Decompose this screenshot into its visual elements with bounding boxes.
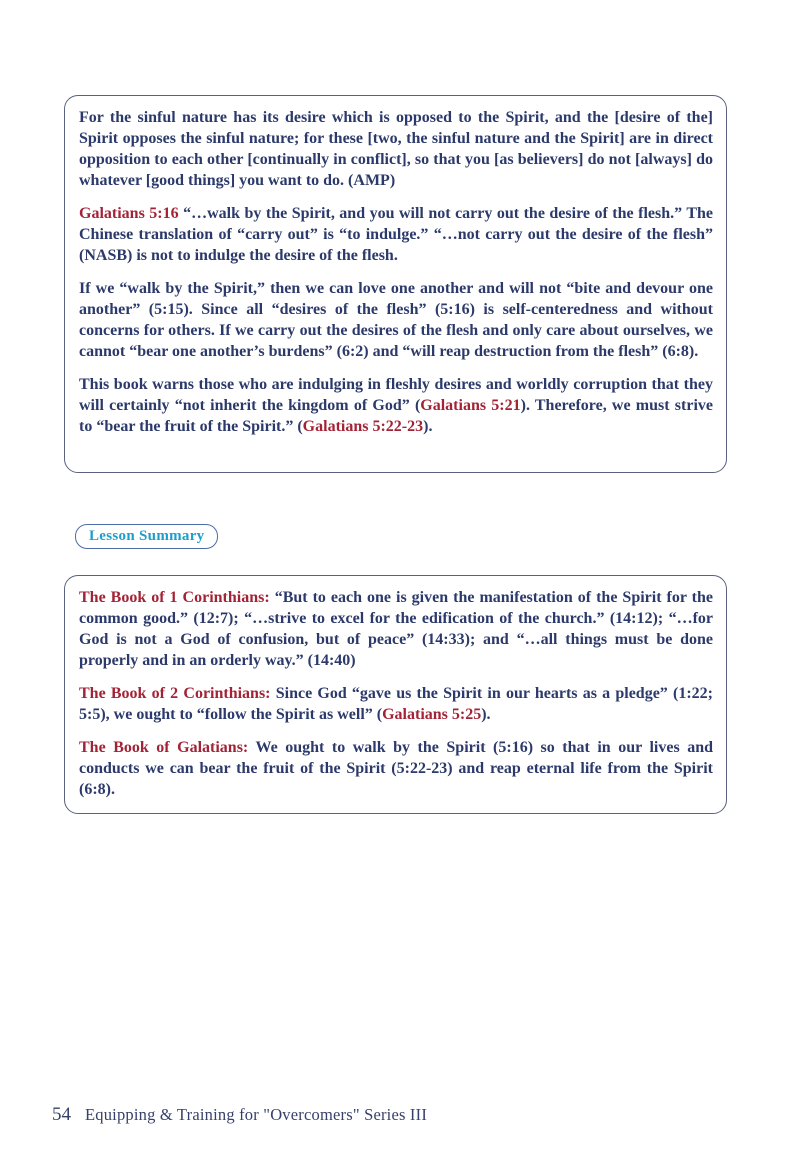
paragraph (79, 203, 713, 266)
footer-book-title: Equipping & Training for "Overcomers" Series III (85, 1105, 428, 1124)
summary-box (64, 575, 727, 814)
body-text: ). (481, 706, 491, 723)
body-text: ). Therefore, we must strive to “bear the fruit of the Spirit.” ( (79, 397, 713, 435)
paragraph (79, 278, 713, 362)
body-text: We ought to walk by the Spirit (5:16) so that in our lives and conducts we can bear the fruit of the Spirit (5:22-23) and reap eternal life from the Spirit (6:8). (79, 739, 713, 798)
scripture-reference: The Book of 2 Corinthians: (79, 685, 276, 702)
scripture-reference: The Book of 1 Corinthians: (79, 589, 275, 606)
body-text: “…walk by the Spirit, and you will not carry out the desire of the flesh.” The Chinese translation of “carry out” is “to indulge.” “…not carry out the desire of the flesh” (NASB) is not to indulge the desire of the flesh. (79, 205, 713, 264)
body-text: “But to each one is given the manifestation of the Spirit for the common good.” (12:7); “…strive to excel for the edification of the church.” (14:12); “…for God is not a God of confusion, but of peace” (14:33); and “…all things must be done properly and in an orderly way.” (14:40) (79, 589, 713, 669)
body-text: Since God “gave us the Spirit in our hearts as a pledge” (1:22; 5:5), we ought to “follow the Spirit as well” ( (79, 685, 713, 723)
footer-page-number: 54 (52, 1104, 71, 1125)
body-text: ). (423, 418, 433, 435)
lesson-summary-badge (75, 524, 218, 549)
scripture-reference: Galatians 5:21 (420, 397, 521, 414)
scripture-reference: The Book of Galatians: (79, 739, 256, 756)
body-text: This book warns those who are indulging in fleshly desires and worldly corruption that they will certainly “not inherit the kingdom of God” ( (79, 376, 713, 414)
scripture-reference: Galatians 5:25 (382, 706, 482, 723)
page-footer (52, 1104, 427, 1126)
paragraph (79, 107, 713, 191)
lesson-summary-label: Lesson Summary (89, 528, 205, 544)
paragraph (79, 587, 713, 671)
paragraph (79, 737, 713, 800)
paragraph (79, 374, 713, 437)
scripture-reference: Galatians 5:22-23 (302, 418, 424, 435)
body-text: For the sinful nature has its desire which is opposed to the Spirit, and the [desire of the] Spirit opposes the sinful nature; for these [two, the sinful nature and the Spirit] are in direct opposition to each other [continually in conflict], so that you [as believers] do not [always] do whatever [good things] you want to do. (AMP) (79, 109, 713, 189)
scripture-reference: Galatians 5:16 (79, 205, 184, 222)
paragraph (79, 683, 713, 725)
body-text: If we “walk by the Spirit,” then we can love one another and will not “bite and devour one another” (5:15). Since all “desires of the flesh” (5:16) is self-centeredness and without concerns for others. If we carry out the desires of the flesh and only care about ourselves, we cannot “bear one another’s burdens” (6:2) and “will reap destruction from the flesh” (6:8). (79, 280, 713, 360)
passage-box (64, 95, 727, 473)
